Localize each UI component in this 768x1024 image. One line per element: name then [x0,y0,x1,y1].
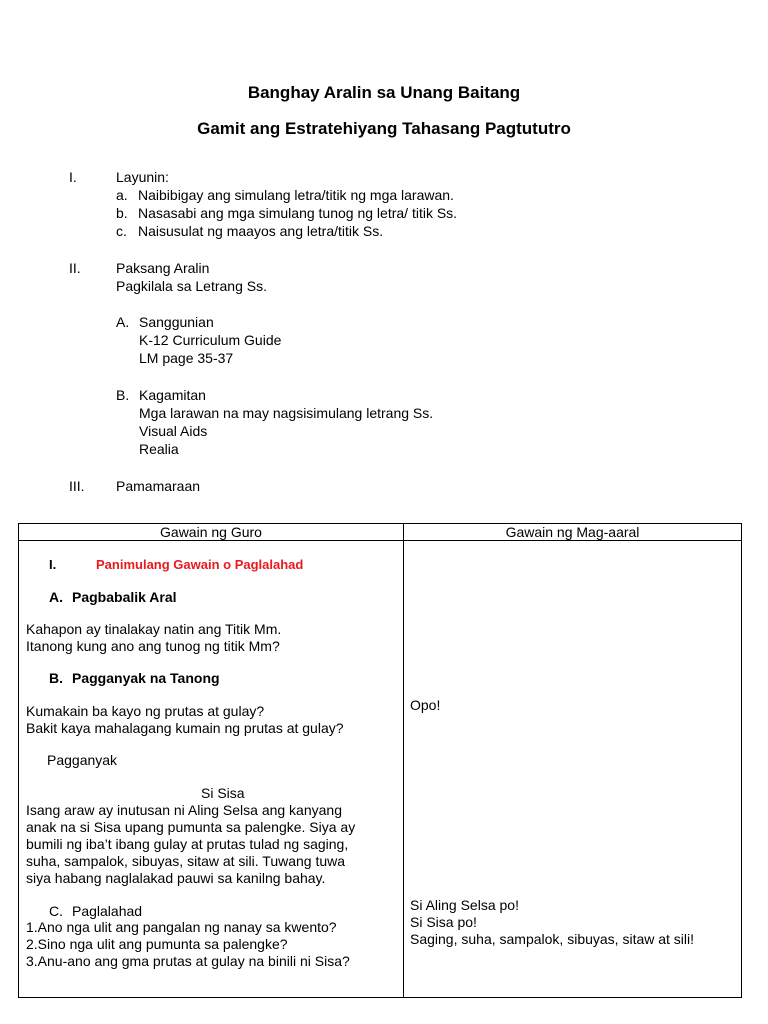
material-line: Visual Aids [139,423,208,439]
paglalahad-letter: C. [49,903,63,919]
subsection-b-letter: B. [116,387,130,403]
material-line: Realia [139,441,179,457]
objective-b-letter: b. [116,205,128,221]
reference-line: LM page 35-37 [139,350,234,366]
objective-c-text: Naisusulat ng maayos ang letra/titik Ss. [138,223,384,239]
guro-line: Bakit kaya mahalagang kumain ng prutas at gulay? [26,720,344,736]
subsection-a-label: Sanggunian [139,314,214,330]
section-2-number: II. [69,260,81,276]
column-header-magaaral: Gawain ng Mag-aaral [404,524,742,541]
paglalahad-heading: Paglalahad [72,903,143,919]
panimula-heading: Panimulang Gawain o Paglalahad [96,557,304,572]
pagganyak-label: Pagganyak [47,752,118,768]
question-line: 2.Sino nga ulit ang pumunta sa palengke? [26,936,288,952]
activities-table [18,523,742,998]
magaaral-cell [404,541,742,998]
panimula-number: I. [49,557,57,572]
pagganyak-tanong-heading: Pagganyak na Tanong [72,670,220,686]
section-3-label: Pamamaraan [116,478,201,494]
pagbabalik-heading: Pagbabalik Aral [72,589,177,605]
guro-line: Kumakain ba kayo ng prutas at gulay? [26,703,265,719]
objective-a-letter: a. [116,187,128,203]
section-3-number: III. [69,478,85,494]
section-2-topic: Pagkilala sa Letrang Ss. [116,278,267,294]
guro-line: Itanong kung ano ang tunog ng titik Mm? [26,638,280,654]
table-row [19,541,742,998]
pagganyak-tanong-letter: B. [49,670,63,686]
section-1-label: Layunin: [116,169,169,185]
story-line: bumili ng iba’t ibang gulay at prutas tulad ng saging, [26,836,349,852]
subsection-a-letter: A. [116,314,130,330]
subsection-b-label: Kagamitan [139,387,206,403]
objective-c-letter: c. [116,223,127,239]
reference-line: K-12 Curriculum Guide [139,332,282,348]
question-line: 3.Anu-ano ang gma prutas at gulay na binili ni Sisa? [26,953,350,969]
material-line: Mga larawan na may nagsisimulang letrang Ss. [139,405,434,421]
story-line: anak na si Sisa upang pumunta sa palengke. Siya ay [26,819,356,835]
guro-cell [19,541,404,998]
column-header-guro: Gawain ng Guro [19,524,404,541]
answer-line: Si Aling Selsa po! [410,897,519,913]
page-title: Banghay Aralin sa Unang Baitang [247,83,521,102]
objective-a-text: Naibibigay ang simulang letra/titik ng mga larawan. [138,187,454,203]
story-title: Si Sisa [201,785,245,801]
table-header-row [19,524,742,541]
page-subtitle: Gamit ang Estratehiyang Tahasang Pagtututro [197,119,571,138]
story-line: suha, sampalok, sibuyas, sitaw at sili. Tuwang tuwa [26,853,346,869]
section-2-label: Paksang Aralin [116,260,210,276]
pagbabalik-letter: A. [49,589,63,605]
story-line: Isang araw ay inutusan ni Aling Selsa ang kanyang [26,802,342,818]
section-1-number: I. [69,169,77,185]
question-line: 1.Ano nga ulit ang pangalan ng nanay sa kwento? [26,919,337,935]
answer-line: Saging, suha, sampalok, sibuyas, sitaw at sili! [410,931,695,947]
guro-line: Kahapon ay tinalakay natin ang Titik Mm. [26,621,282,637]
story-line: siya habang naglalakad pauwi sa kanilng bahay. [26,870,326,886]
answer-line: Si Sisa po! [410,914,477,930]
answer-opo: Opo! [410,697,441,713]
objective-b-text: Nasasabi ang mga simulang tunog ng letra/ titik Ss. [138,205,458,221]
